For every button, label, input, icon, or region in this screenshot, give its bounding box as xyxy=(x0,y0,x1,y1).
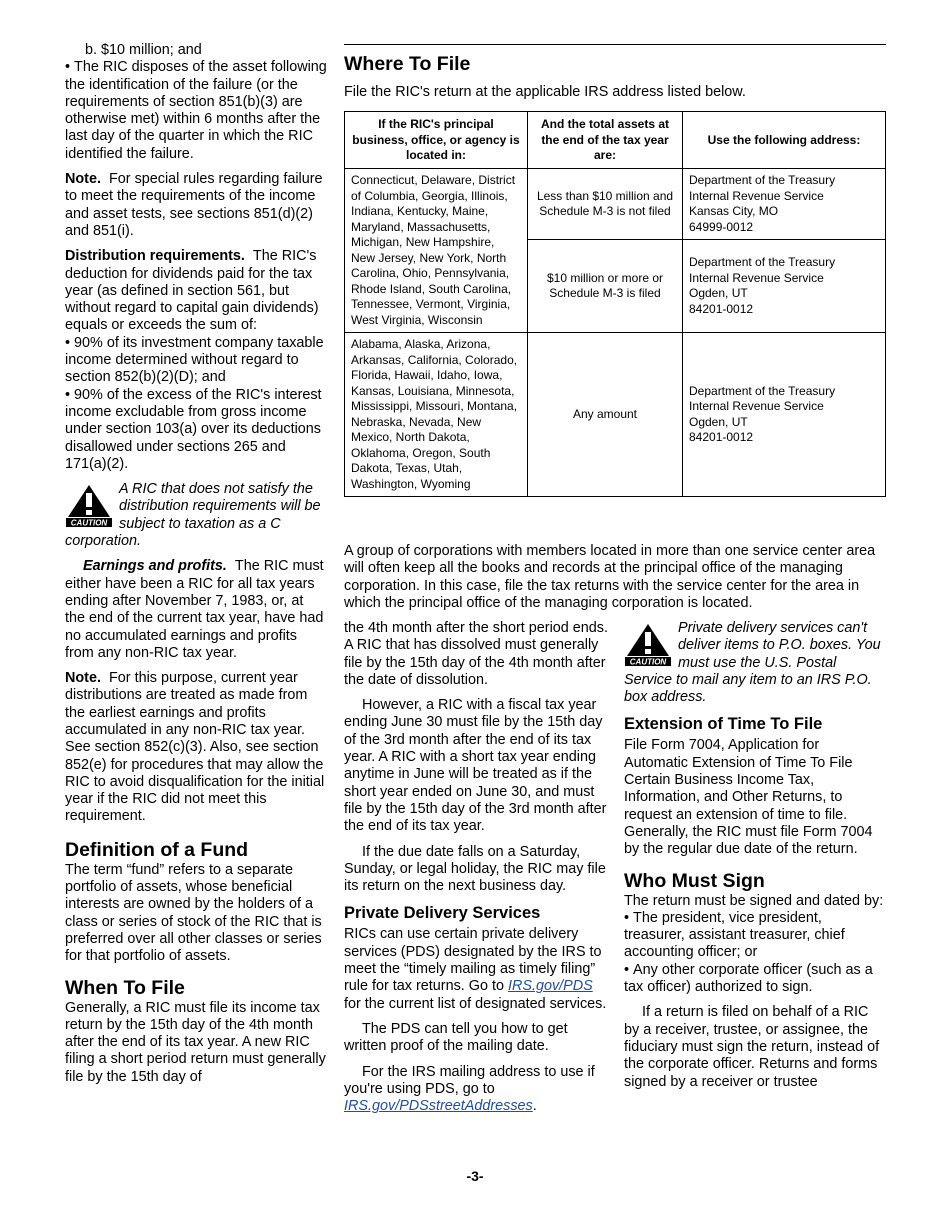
extension-text: File Form 7004, Application for Automatic Extension of Time To File Certain Business Income Tax, Information, and Other Returns, to request an extension of time to file. Generally, the RIC must file Form 7004 by the regular due date of the return. xyxy=(624,737,873,858)
table-row xyxy=(345,333,886,497)
heading-where-to-file: Where To File xyxy=(344,53,471,75)
fiscal-year-text: However, a RIC with a fiscal tax year ending June 30 must file by the 15th day of the 3rd month after the end of its tax year. A RIC with a short tax year ending anytime in June will be treated as if the short year ended on June 30, and must file by the 15th day of the 3rd month after the end of its tax year. xyxy=(344,697,607,835)
amount-cell: Less than $10 million and Schedule M-3 is not filed xyxy=(528,169,683,240)
sign-bullet-1: • The president, vice president, treasurer, assistant treasurer, chief accounting officer; or xyxy=(624,909,845,961)
middle-column xyxy=(344,620,610,1115)
address-cell: Department of the Treasury Internal Revenue Service Kansas City, MO 64999-0012 xyxy=(683,169,886,240)
who-must-sign-intro: The return must be signed and dated by: xyxy=(624,892,884,909)
caution-icon xyxy=(65,483,113,527)
address-cell: Department of the Treasury Internal Revenue Service Ogden, UT 84201-0012 xyxy=(683,240,886,333)
svg-text:CAUTION: CAUTION xyxy=(629,657,667,666)
address-table xyxy=(344,111,886,497)
location-cell: Alabama, Alaska, Arizona, Arkansas, California, Colorado, Florida, Hawaii, Idaho, Iowa, Kansas, Louisiana, Minnesota, Mississippi, Missouri, Montana, Nebraska, Nevada, New Mexico, North Dakota, Oklahoma, Oregon, South Dakota, Texas, Utah, Washington, Wyoming xyxy=(345,333,528,497)
table-header-row xyxy=(345,112,886,169)
fund-definition-text: The term “fund” refers to a separate portfolio of assets, whose beneficial interests are owned by the holders of a class or series of stock of the RIC that is preferred over all other classes or series for that portfolio of assets. xyxy=(65,861,322,965)
caution-note-pds: CAUTION Private delivery services can't deliver items to P.O. boxes. You must use the U.S. Postal Service to mail any item to an IRS P.O. box address. xyxy=(624,620,881,706)
table-row xyxy=(345,169,886,240)
heading-definition-of-fund: Definition of a Fund xyxy=(65,838,249,861)
distribution-bullet-1: • 90% of its investment company taxable income determined without regard to section 852(b)(2)(D); and xyxy=(65,334,324,386)
page-number: -3- xyxy=(466,1168,484,1184)
list-item-b: b. $10 million; and xyxy=(85,42,202,58)
section-rule xyxy=(344,44,886,45)
amount-cell: $10 million or more or Schedule M-3 is filed xyxy=(528,240,683,333)
irs-pds-link[interactable]: IRS.gov/PDS xyxy=(507,978,593,995)
right-column xyxy=(624,620,886,1091)
pds-text-1: RICs can use certain private delivery services (PDS) designated by the IRS to meet the “timely mailing as timely filing” rule for tax returns. Go to IRS.gov/PDS for the current list of designated services. xyxy=(344,926,607,1012)
bullet-dispose: • The RIC disposes of the asset following the identification of the failure (or the requirements of section 851(b)(3) are otherwise met) within 6 months after the last day of the quarter in which the RIC identified the failure. xyxy=(65,59,327,162)
pds-street-addresses-link[interactable]: IRS.gov/PDSstreetAddresses xyxy=(344,1098,533,1115)
group-corporations-text: A group of corporations with members located in more than one service center area will often keep all the books and records at the principal office of the managing corporation. In this case, file the tax returns with the service center for the area in which the principal office of the managing corporation is located. xyxy=(344,543,876,611)
where-to-file-section xyxy=(344,52,886,497)
heading-who-must-sign: Who Must Sign xyxy=(624,869,765,892)
address-cell: Department of the Treasury Internal Revenue Service Ogden, UT 84201-0012 xyxy=(683,333,886,497)
amount-cell: Any amount xyxy=(528,333,683,497)
heading-private-delivery-services: Private Delivery Services xyxy=(344,904,541,923)
caution-icon xyxy=(624,622,672,666)
table-header: Use the following address: xyxy=(683,112,886,169)
table-header: And the total assets at the end of the tax year are: xyxy=(528,112,683,169)
heading-when-to-file: When To File xyxy=(65,976,185,999)
where-to-file-intro: File the RIC's return at the applicable IRS address listed below. xyxy=(344,84,746,100)
pds-text-3: For the IRS mailing address to use if you're using PDS, go to IRS.gov/PDSstreetAddresses. xyxy=(344,1063,595,1115)
caution-note-distribution: CAUTION A RIC that does not satisfy the distribution requirements will be subject to taxation as a C corporation. xyxy=(65,481,321,550)
distribution-requirements: Distribution requirements. The RIC's deduction for dividends paid for the tax year (as defined in section 561, but without regard to capital gain dividends) equals or exceeds the sum of: xyxy=(65,248,319,334)
when-to-file-text: Generally, a RIC must file its income tax return by the 15th day of the 4th month after the end of its tax year. A new RIC filing a short period return must generally file by the 15th day of xyxy=(65,999,326,1085)
fiduciary-text: If a return is filed on behalf of a RIC by a receiver, trustee, or assignee, the fiduciary must sign the return, instead of the corporate officer. Returns and forms signed by a receiver or trustee xyxy=(624,1004,880,1090)
distribution-bullet-2: • 90% of the excess of the RIC's interest income excludable from gross income under section 103(a) over its deductions disallowed under sections 265 and 171(a)(2). xyxy=(65,386,322,472)
table-header: If the RIC's principal business, office, or agency is located in: xyxy=(345,112,528,169)
note-current-year: Note. For this purpose, current year distributions are treated as made from the earliest earnings and profits accumulated in any non-RIC tax year. See section 852(c)(3). Also, see section 852(e) for procedures that may allow the RIC to avoid disqualification for the initial year if the RIC did not meet this requirement. xyxy=(65,670,325,825)
svg-text:CAUTION: CAUTION xyxy=(70,518,108,528)
location-cell: Connecticut, Delaware, District of Columbia, Georgia, Illinois, Indiana, Kentucky, Maine, Maryland, Massachusetts, Michigan, New Hampshire, New Jersey, New York, North Carolina, Ohio, Pennsylvania, Rhode Island, South Carolina, Tennessee, Vermont, Virginia, West Virginia, Wisconsin xyxy=(345,169,528,333)
due-date-text: If the due date falls on a Saturday, Sunday, or legal holiday, the RIC may file its return on the next business day. xyxy=(344,843,606,895)
sign-bullet-2: • Any other corporate officer (such as a tax officer) authorized to sign. xyxy=(624,961,873,996)
heading-extension-of-time: Extension of Time To File xyxy=(624,715,823,734)
short-period-text: the 4th month after the short period ends. A RIC that has dissolved must generally file by the 15th day of the 4th month after the date of dissolution. xyxy=(344,620,608,688)
left-column xyxy=(65,42,327,1086)
earnings-and-profits: Earnings and profits. The RIC must either have been a RIC for all tax years ending after November 7, 1983, or, at the end of the current tax year, have had no accumulated earnings and profits from any non-RIC tax year. xyxy=(65,558,324,661)
note-special-rules: Note. For special rules regarding failure to meet the requirements of the income and asset tests, see sections 851(d)(2) and 851(i). xyxy=(65,171,323,239)
pds-text-2: The PDS can tell you how to get written proof of the mailing date. xyxy=(344,1020,568,1055)
